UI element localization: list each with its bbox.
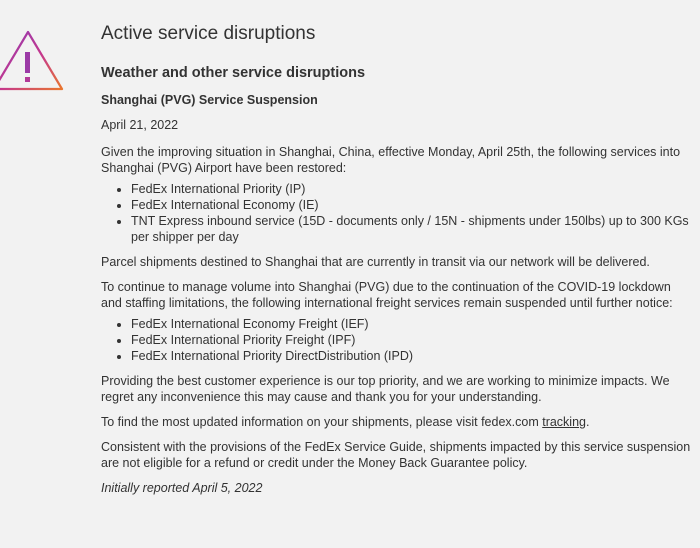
list-item: • FedEx International Priority Freight (IPF) — [131, 332, 693, 348]
list-item: • TNT Express inbound service (15D - documents only / 15N - shipments under 150lbs) up to 300 KGs per shipper per day — [131, 213, 693, 245]
tracking-paragraph — [101, 414, 693, 430]
notice-title: Shanghai (PVG) Service Suspension — [101, 93, 318, 107]
restored-intro: Given the improving situation in Shanghai, China, effective Monday, April 25th, the following services into Shanghai (PVG) Airport have been restored: — [101, 145, 681, 175]
guarantee-paragraph: Consistent with the provisions of the FedEx Service Guide, shipments impacted by this service suspension are not eligible for a refund or credit under the Money Back Guarantee policy. — [101, 440, 691, 470]
notice-date: April 21, 2022 — [101, 118, 179, 132]
list-item: • FedEx International Economy (IE) — [131, 197, 693, 213]
suspended-intro: To continue to manage volume into Shanghai (PVG) due to the continuation of the COVID-19 lockdown and staffing limitations, the following international freight services remain suspended until further notice: — [101, 280, 673, 310]
priority-paragraph: Providing the best customer experience is our top priority, and we are working to minimize impacts. We regret any inconvenience this may cause and thank you for your understanding. — [101, 374, 670, 404]
warning-triangle-icon — [0, 30, 64, 92]
list-item: • FedEx International Economy Freight (IEF) — [131, 316, 693, 332]
in-transit-paragraph: Parcel shipments destined to Shanghai that are currently in transit via our network will be delivered. — [101, 255, 650, 269]
page-title: Active service disruptions — [101, 23, 316, 44]
notice-body — [101, 117, 693, 505]
section-heading: Weather and other service disruptions — [101, 65, 366, 81]
tracking-prefix: To find the most updated information on your shipments, please visit fedex.com — [101, 415, 543, 429]
suspended-services-list — [101, 316, 693, 364]
list-item: • FedEx International Priority DirectDistribution (IPD) — [131, 348, 693, 364]
initial-report-note: Initially reported April 5, 2022 — [101, 481, 263, 495]
list-item: • FedEx International Priority (IP) — [131, 181, 693, 197]
tracking-suffix: . — [586, 415, 590, 429]
tracking-link[interactable]: tracking — [542, 415, 586, 429]
restored-services-list — [101, 181, 693, 245]
